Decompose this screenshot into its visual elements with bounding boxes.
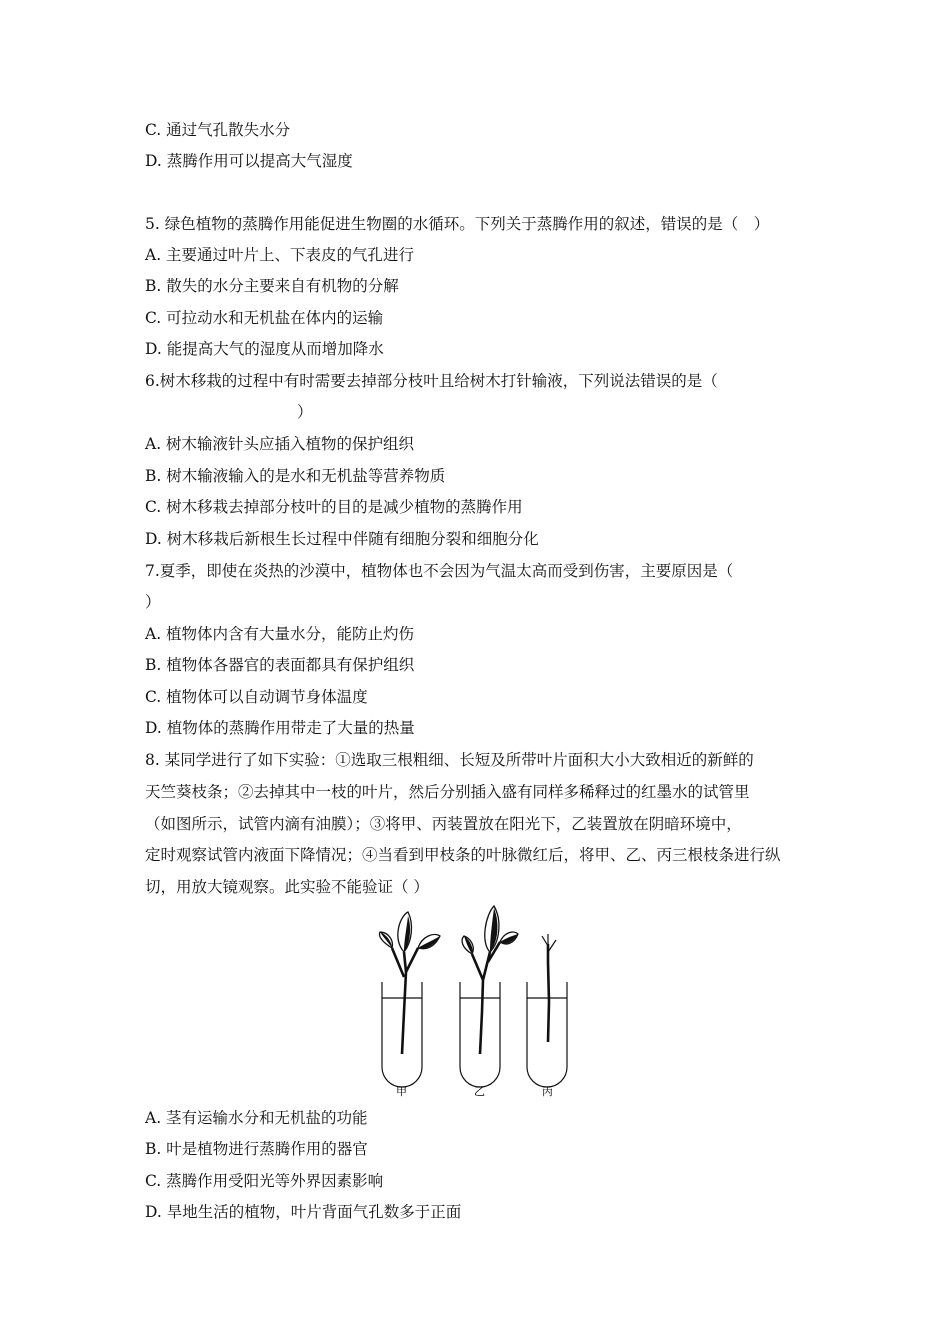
branch-yi [462, 906, 518, 1054]
prev-option-d: D. 蒸腾作用可以提高大气湿度 [145, 152, 353, 170]
q6-option-a: A. 树木输液针头应插入植物的保护组织 [145, 435, 415, 453]
q7-option-d: D. 植物体的蒸腾作用带走了大量的热量 [145, 719, 415, 737]
q8-stem-line-3: （如图所示，试管内滴有油膜）；③将甲、丙装置放在阳光下，乙装置放在阴暗环境中， [145, 815, 742, 833]
q5-stem: 5. 绿色植物的蒸腾作用能促进生物圈的水循环。下列关于蒸腾作用的叙述，错误的是（ ） [145, 215, 770, 233]
q8-stem-line-4: 定时观察试管内液面下降情况；④当看到甲枝条的叶脉微红后，将甲、乙、丙三根枝条进行纵 [145, 846, 781, 864]
experiment-figure [370, 902, 585, 1102]
q6-option-d: D. 树木移栽后新根生长过程中伴随有细胞分裂和细胞分化 [145, 530, 539, 548]
figure-label-jia: 甲 [396, 1085, 407, 1098]
q8-option-b: B. 叶是植物进行蒸腾作用的器官 [145, 1140, 368, 1158]
q5-option-c: C. 可拉动水和无机盐在体内的运输 [145, 309, 384, 327]
branch-bing [542, 934, 556, 1042]
figure-label-bing: 丙 [542, 1085, 553, 1098]
q7-option-c: C. 植物体可以自动调节身体温度 [145, 688, 368, 706]
q8-stem-line-2: 天竺葵枝条；②去掉其中一枝的叶片，然后分别插入盛有同样多稀释过的红墨水的试管里 [145, 783, 750, 801]
figure-label-yi: 乙 [474, 1085, 485, 1098]
q8-option-d: D. 旱地生活的植物，叶片背面气孔数多于正面 [145, 1203, 462, 1221]
q7-option-a: A. 植物体内含有大量水分，能防止灼伤 [145, 625, 415, 643]
q5-option-d: D. 能提高大气的湿度从而增加降水 [145, 340, 384, 358]
test-tubes-diagram [370, 902, 585, 1102]
q5-option-a: A. 主要通过叶片上、下表皮的气孔进行 [145, 246, 415, 264]
q7-stem: 7.夏季，即使在炎热的沙漠中，植物体也不会因为气温太高而受到伤害，主要原因是（ [145, 562, 734, 580]
q8-stem-line-5: 切，用放大镜观察。此实验不能验证（ ） [145, 878, 429, 896]
q6-stem-close: ） [297, 403, 313, 421]
q8-option-a: A. 茎有运输水分和无机盐的功能 [145, 1109, 368, 1127]
prev-option-c: C. 通过气孔散失水分 [145, 121, 291, 139]
q5-option-b: B. 散失的水分主要来自有机物的分解 [145, 277, 399, 295]
q7-stem-close: ） [145, 593, 161, 611]
q6-stem: 6.树木移栽的过程中有时需要去掉部分枝叶且给树木打针输液，下列说法错误的是（ [145, 372, 718, 390]
q6-option-b: B. 树木输液输入的是水和无机盐等营养物质 [145, 467, 446, 485]
branch-jia [380, 912, 441, 1054]
q7-option-b: B. 植物体各器官的表面都具有保护组织 [145, 656, 415, 674]
q6-option-c: C. 树木移栽去掉部分枝叶的目的是减少植物的蒸腾作用 [145, 498, 523, 516]
q8-stem-line-1: 8. 某同学进行了如下实验：①选取三根粗细、长短及所带叶片面积大小大致相近的新鲜的 [145, 751, 754, 769]
q8-option-c: C. 蒸腾作用受阳光等外界因素影响 [145, 1172, 384, 1190]
